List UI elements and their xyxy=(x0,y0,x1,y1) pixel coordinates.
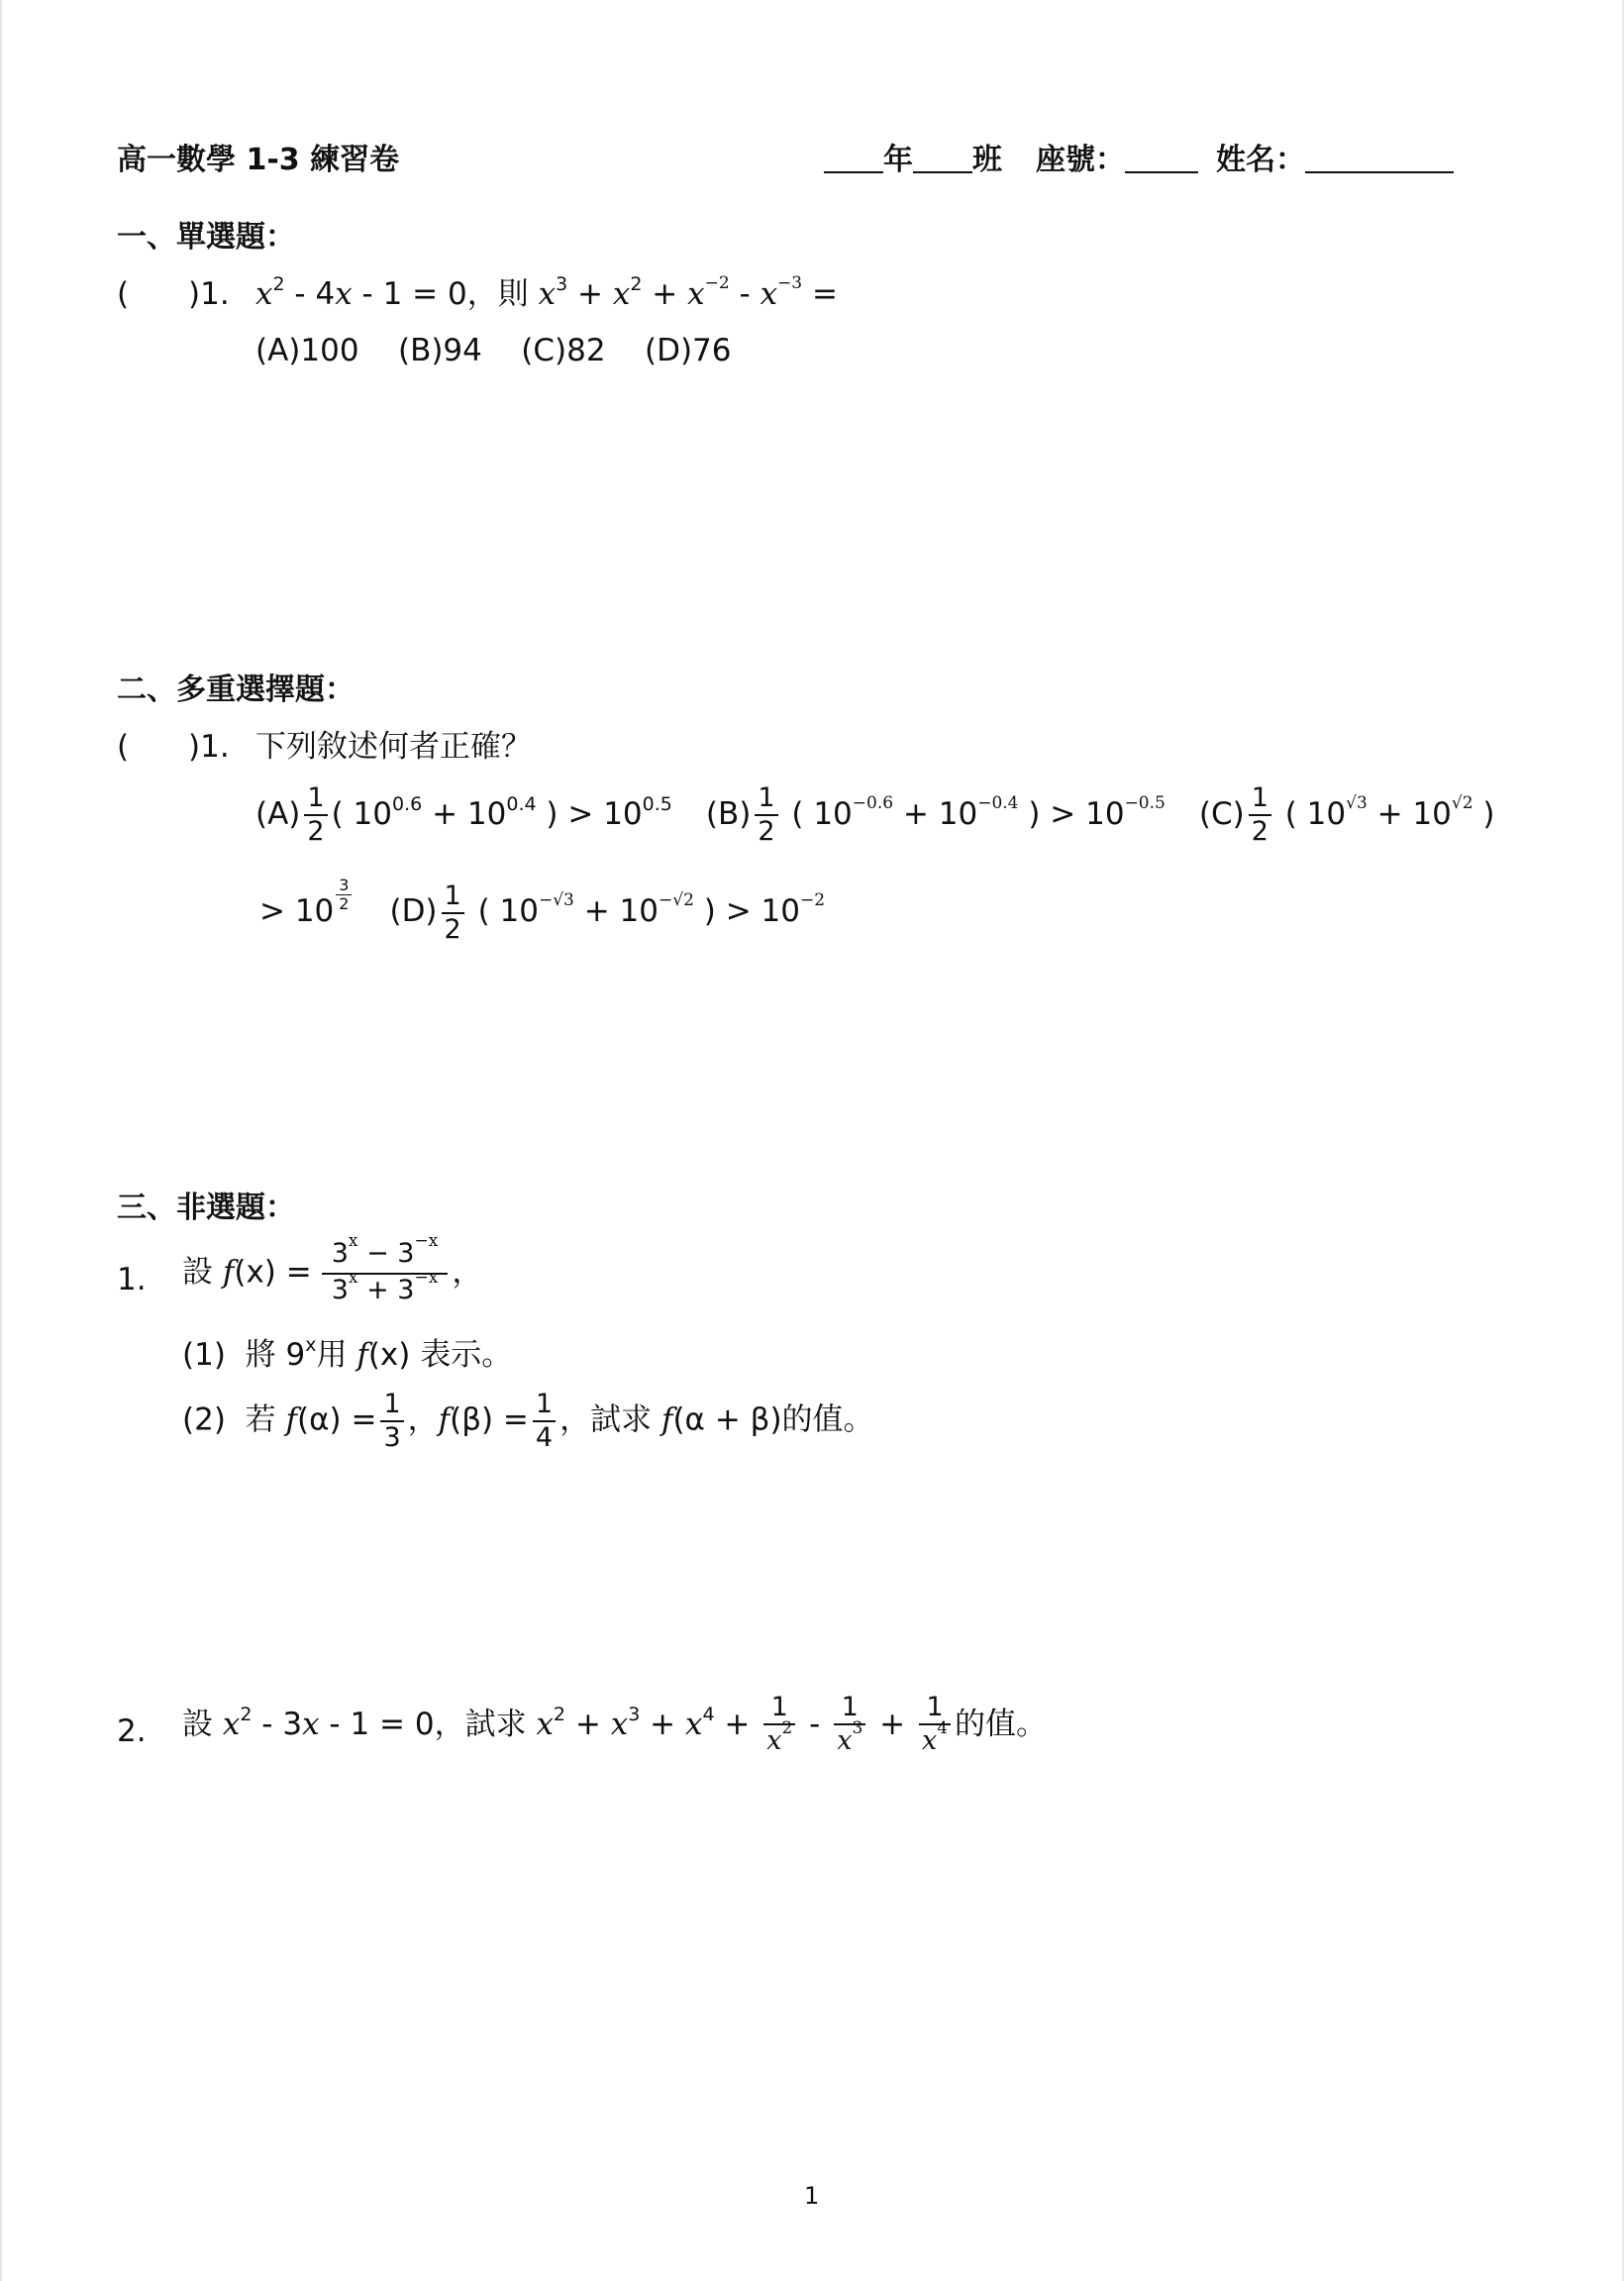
seat-label: 座號： xyxy=(1036,143,1125,177)
option-c: (C) $\frac{1}{2}$ ( $10^{√3} + 10^{√2}$ ) xyxy=(1198,782,1495,847)
s1-q1-stem: $x^2 - 4x - 1 = 0$，則 $x^3 + x^2 + x^{-2} - x^{-3}$ = xyxy=(255,273,838,312)
student-info xyxy=(824,141,1454,180)
s3-p2-number: 2. xyxy=(117,1713,147,1749)
s2-q1-stem: 下列敘述何者正確？ xyxy=(255,729,532,765)
name-blank[interactable] xyxy=(1305,142,1454,173)
s1-q1-number: )1. xyxy=(188,276,230,312)
s2-q1-options-line1 xyxy=(255,782,1495,848)
option-d: (D) $\frac{1}{2}$ ( $10^{-√3} + 10^{-√2}$ ) > $10^{-2}$ xyxy=(389,880,826,945)
page-title: 高一數學 1-3 練習卷 xyxy=(117,143,400,177)
section-heading-multiple-choice: 二、多重選擇題： xyxy=(117,673,355,707)
s3-p1-number: 1. xyxy=(117,1262,147,1297)
year-blank[interactable] xyxy=(824,142,883,173)
class-blank[interactable] xyxy=(913,142,972,173)
section-heading-single-choice: 一、單選題： xyxy=(117,220,295,255)
s3-p1-stem: 設 f(x) = $\frac{3^x - 3^{-x}}{3^x + 3^{-x}}$ ， xyxy=(182,1231,483,1305)
class-label: 班 xyxy=(972,143,1002,177)
option-a: (A) $\frac{1}{2}$ ( $10^{0.6} + 10^{0.4}$ ) > $10^{0.5}$ xyxy=(255,782,672,847)
option-b: (B) $\frac{1}{2}$ ( $10^{-0.6} + 10^{-0.4}$ ) > $10^{-0.5}$ xyxy=(705,782,1166,847)
s2-q1-number: )1. xyxy=(188,729,230,765)
s3-p2-stem: 設 $x^2 - 3x - 1 = 0$，試求 $x^2 + x^3 + x^4$ + $\frac{1}{x^2}$ - $\frac{1}{x^3}$ + $\frac{1}{x^4}$ 的值。 xyxy=(182,1692,1048,1756)
s1-q1-answer-paren[interactable]: ( xyxy=(117,276,130,312)
year-label: 年 xyxy=(883,143,913,177)
s3-p1-sub1: (1) 將 9$^x$用 f(x) 表示。 xyxy=(182,1334,513,1373)
seat-blank[interactable] xyxy=(1125,142,1198,173)
name-label: 姓名： xyxy=(1216,143,1305,177)
s2-q1-answer-paren[interactable]: ( xyxy=(117,729,130,765)
s3-p1-sub2: (2) 若 f(α) = $\frac{1}{3}$ ，f(β) = $\frac{1}{4}$ ，試求 f(α + β)的值。 xyxy=(182,1389,874,1453)
section-heading-non-choice: 三、非選題： xyxy=(117,1191,295,1225)
s2-q1-options-line2 xyxy=(259,877,825,946)
page-number: 1 xyxy=(804,2182,820,2210)
option-c-continued: > 10 $\frac{3}{2}$ xyxy=(259,893,355,929)
s1-q1-options: (A)100 (B)94 (C)82 (D)76 xyxy=(255,333,732,368)
